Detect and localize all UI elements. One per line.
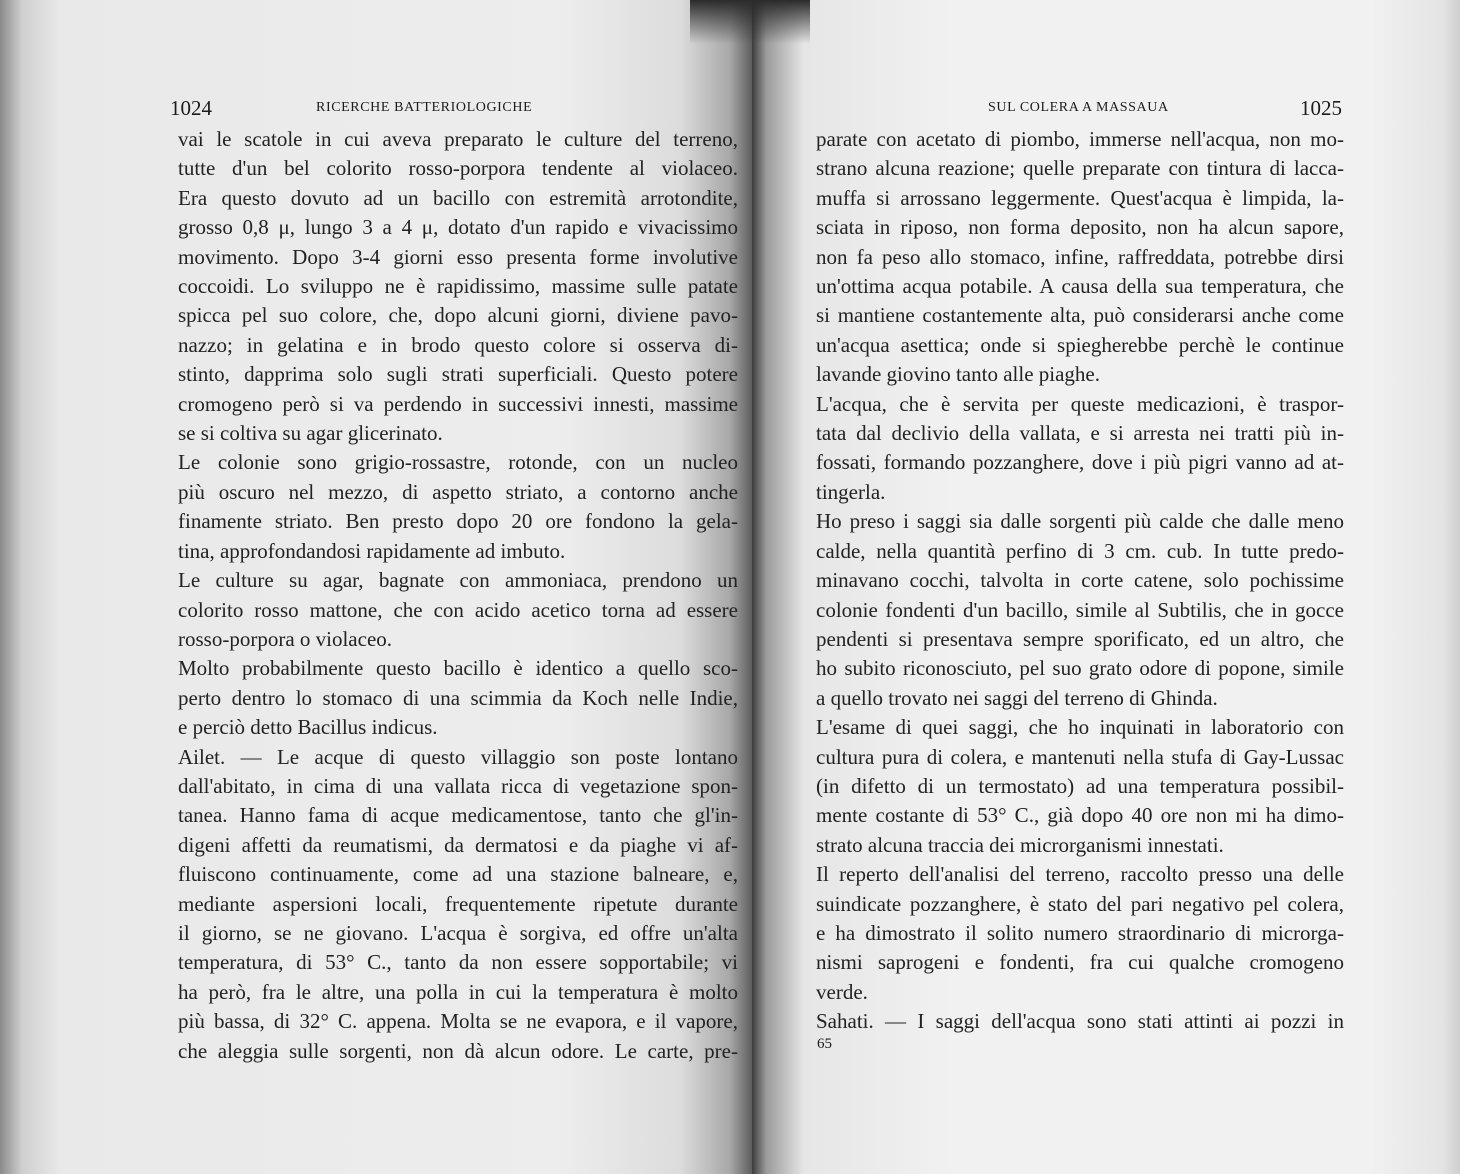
text-line: che aleggia sulle sorgenti, non dà alcun odore. Le carte, pre- [178, 1038, 738, 1063]
text-line: muffa si arrossano leggermente. Quest'acqua è limpida, la- [816, 185, 1344, 210]
text-line: si mantiene costantemente alta, può considerarsi anche come [816, 303, 1344, 328]
text-line: a quello trovato nei saggi del terreno di Ghinda. [816, 685, 1218, 710]
text-line: sciata in riposo, non forma deposito, non ha alcun sapore, [816, 215, 1344, 240]
text-line: non fa peso allo stomaco, infine, raffreddata, potrebbe dirsi [816, 244, 1344, 269]
text-line: Sahati. — I saggi dell'acqua sono stati attinti ai pozzi in [816, 1009, 1344, 1034]
text-line: nismi saprogeni e fondenti, fra cui qualche cromogeno [816, 950, 1344, 975]
text-line: e ha dimostrato il solito numero straordinario di microrga- [816, 920, 1344, 945]
text-line: ho subito riconosciuto, pel suo grato odore di popone, simile [816, 656, 1344, 681]
running-head: RICERCHE BATTERIOLOGICHE [316, 100, 533, 115]
text-line: tina, approfondandosi rapidamente ad imbuto. [178, 538, 566, 563]
text-line: Ailet. — Le acque di questo villaggio son poste lontano [178, 744, 738, 769]
text-line: strato alcuna traccia dei microrganismi innestati. [816, 832, 1224, 857]
text-line: Le culture su agar, bagnate con ammoniaca, prendono un [178, 568, 738, 593]
text-line: più oscuro nel mezzo, di aspetto striato, a contorno anche [178, 479, 738, 504]
text-line: Era questo dovuto ad un bacillo con estremità arrotondite, [178, 185, 738, 210]
text-line: colonie fondenti d'un bacillo, simile al Subtilis, che in gocce [816, 597, 1344, 622]
page-number: 1024 [170, 96, 212, 120]
text-line: rosso-porpora o violaceo. [178, 626, 393, 651]
text-line: minavano cocchi, talvolta in corte catene, solo pochissime [816, 568, 1344, 593]
text-line: tanea. Hanno fama di acque medicamentose, tanto che gl'in- [178, 803, 738, 828]
text-line: un'ottima acqua potabile. A causa della sua temperatura, che [816, 274, 1344, 299]
text-line: movimento. Dopo 3-4 giorni esso presenta forme involutive [178, 244, 738, 269]
text-line: cultura pura di colera, e mantenuti nella stufa di Gay-Lussac [816, 744, 1344, 769]
text-line: un'acqua asettica; onde si spiegherebbe perchè le continue [816, 332, 1344, 357]
text-line: Ho preso i saggi sia dalle sorgenti più calde che dalle meno [816, 509, 1344, 534]
text-line: più bassa, di 32° C. appena. Molta se ne evapora, e il vapore, [178, 1009, 738, 1034]
text-line: fluiscono continuamente, come ad una stazione balneare, e, [178, 862, 738, 887]
text-line: Molto probabilmente questo bacillo è identico a quello sco- [178, 656, 738, 681]
text-line: mente costante di 53° C., già dopo 40 ore non mi ha dimo- [816, 803, 1344, 828]
page-number: 1025 [1300, 96, 1342, 120]
text-line: il giorno, se ne giovano. L'acqua è sorgiva, ed offre un'alta [178, 920, 738, 945]
right-page [752, 0, 1460, 1174]
text-line: perto dentro lo stomaco di una scimmia da Koch nelle Indie, [178, 685, 738, 710]
text-line: pendenti si presentava sempre sporificato, ed un altro, che [816, 626, 1344, 651]
body-text [178, 125, 738, 1066]
text-line: tata dal declivio della vallata, e si arresta nei tratti più in- [816, 421, 1344, 446]
text-line: finamente striato. Ben presto dopo 20 ore fondono la gela- [178, 509, 738, 534]
text-line: Il reperto dell'analisi del terreno, raccolto presso una delle [816, 862, 1344, 887]
text-line: verde. [816, 979, 868, 1004]
text-line: spicca pel suo colore, che, dopo alcuni giorni, diviene pavo- [178, 303, 738, 328]
text-line: lavande giovino tanto alle piaghe. [816, 362, 1100, 387]
spine-shadow [690, 0, 810, 44]
text-line: L'acqua, che è servita per queste medicazioni, è traspor- [816, 391, 1344, 416]
running-head: SUL COLERA A MASSAUA [988, 100, 1169, 115]
text-line: cromogeno però si va perdendo in successivi innesti, massime [178, 391, 738, 416]
text-line: dall'abitato, in cima di una vallata ricca di vegetazione spon- [178, 773, 738, 798]
text-line: se si coltiva su agar glicerinato. [178, 421, 443, 446]
text-line: calde, nella quantità perfino di 3 cm. cub. In tutte predo- [816, 538, 1344, 563]
text-line: vai le scatole in cui aveva preparato le culture del terreno, [178, 127, 738, 151]
text-line: grosso 0,8 μ, lungo 3 a 4 μ, dotato d'un rapido e vivacissimo [178, 215, 738, 240]
text-line: digeni affetti da reumatismi, da dermatosi e da piaghe vi af- [178, 832, 738, 857]
text-line: temperatura, di 53° C., tanto da non essere sopportabile; vi [178, 950, 738, 975]
text-line: Le colonie sono grigio-rossastre, rotonde, con un nucleo [178, 450, 738, 475]
text-line: L'esame di quei saggi, che ho inquinati in laboratorio con [816, 715, 1344, 740]
text-line: e perciò detto Bacillus indicus. [178, 715, 438, 740]
text-line: stinto, dapprima solo sugli strati superficiali. Questo potere [178, 362, 738, 387]
text-line: mediante aspersioni locali, frequentemente ripetute durante [178, 891, 738, 916]
text-line: colorito rosso mattone, che con acido acetico torna ad essere [178, 597, 738, 622]
text-line: suindicate pozzanghere, è stato del pari negativo pel colera, [816, 891, 1344, 916]
text-line: (in difetto di un termostato) ad una temperatura possibil- [816, 773, 1344, 798]
signature-mark: 65 [817, 1036, 832, 1052]
text-line: ha però, fra le altre, una polla in cui la temperatura è molto [178, 979, 738, 1004]
text-line: tutte d'un bel colorito rosso-porpora tendente al violaceo. [178, 156, 738, 181]
body-text [816, 125, 1344, 1037]
text-line: coccoidi. Lo sviluppo ne è rapidissimo, massime sulle patate [178, 274, 738, 299]
text-line: nazzo; in gelatina e in brodo questo colore si osserva di- [178, 332, 738, 357]
text-line: parate con acetato di piombo, immerse nell'acqua, non mo- [816, 127, 1344, 151]
text-line: fossati, formando pozzanghere, dove i più pigri vanno ad at- [816, 450, 1344, 475]
text-line: tingerla. [816, 479, 886, 504]
text-line: strano alcuna reazione; quelle preparate con tintura di lacca- [816, 156, 1344, 181]
